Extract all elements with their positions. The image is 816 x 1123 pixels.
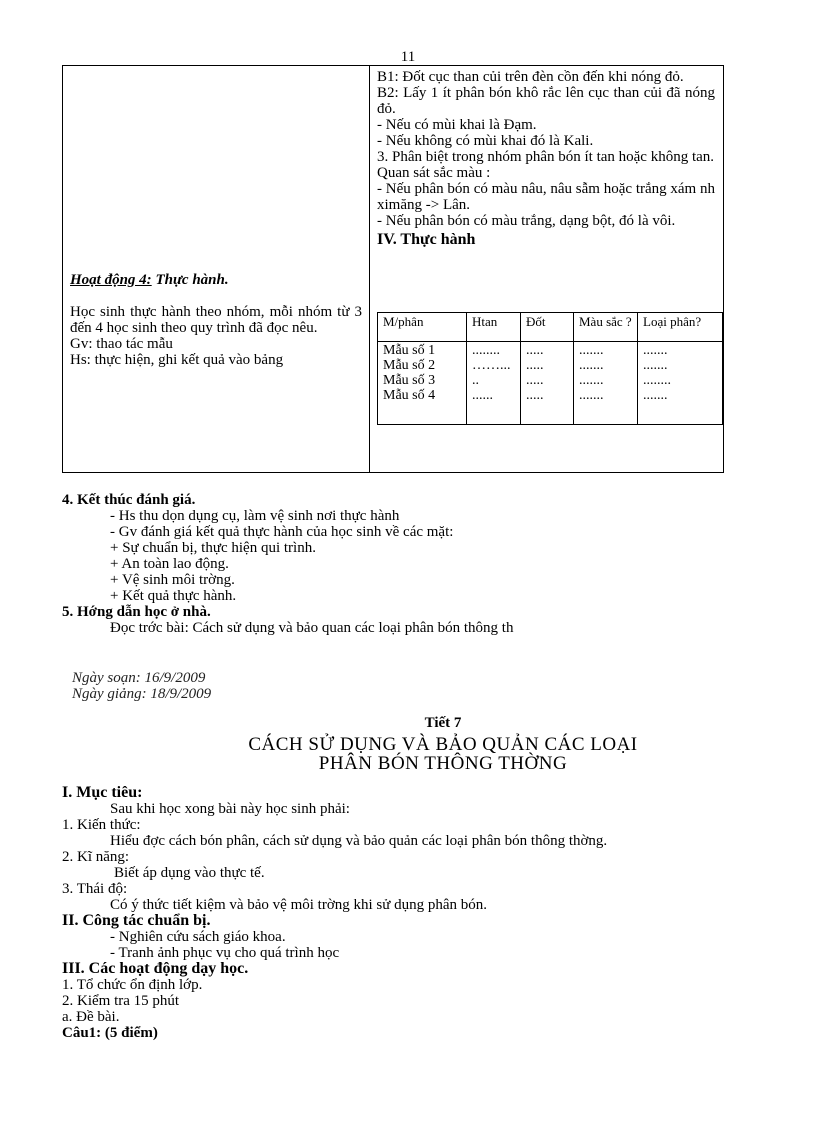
- lesson-title-line: PHÂN BÓN THÔNG THỜNG: [318, 753, 568, 774]
- homework-text: Đọc trớc bài: Cách sử dụng và bảo quan các loại phân bón thông th: [110, 620, 514, 636]
- lesson-plan-body: [62, 785, 792, 1041]
- evaluation-title: 4. Kết thúc đánh giá.: [62, 492, 196, 508]
- homework-title: 5. Hớng dẫn học ở nhà.: [62, 604, 211, 620]
- sample-label: Mẫu số 1: [383, 343, 436, 358]
- taught-date: Ngày giảng: 18/9/2009: [72, 686, 212, 702]
- attitude-text: Có ý thức tiết kiệm và bảo vệ môi trờng khi sử dụng phân bón.: [110, 897, 488, 913]
- table-row: [378, 342, 723, 425]
- blank-value: .....: [526, 358, 544, 373]
- activity-description: Học sinh thực hành theo nhóm, mỗi nhóm từ 3 đến 4 học sinh theo quy trình đã đọc nêu.: [70, 304, 362, 336]
- activity-students: Hs: thực hiện, ghi kết quả vào bảng: [70, 352, 284, 368]
- activity-name: Thực hành.: [155, 272, 229, 288]
- blank-value: .......: [579, 343, 604, 358]
- list-item: 2. Kiểm tra 15 phút: [62, 993, 180, 1009]
- table-cell: [521, 342, 574, 425]
- header-cell: Loại phân?: [638, 313, 723, 342]
- lesson-title: [0, 735, 816, 773]
- activities-title: III. Các hoạt động dạy học.: [62, 960, 249, 977]
- content-line: 3. Phân biệt trong nhóm phân bón ít tan hoặc không tan.: [377, 149, 715, 165]
- sample-label: Mẫu số 2: [383, 358, 436, 373]
- lesson-title-line: CÁCH SỬ DỤNG VÀ BẢO QUẢN CÁC LOẠI: [248, 734, 638, 755]
- preparation-title: II. Công tác chuẩn bị.: [62, 912, 211, 929]
- activity-label: Hoạt động 4:: [70, 272, 152, 288]
- table-cell: [574, 342, 638, 425]
- content-line: - Nếu có mùi khai là Đạm.: [377, 117, 537, 133]
- objectives-intro: Sau khi học xong bài này học sinh phải:: [110, 801, 350, 817]
- activity-column: [70, 272, 362, 368]
- list-item: + Sự chuẩn bị, thực hiện qui trình.: [110, 540, 316, 556]
- activity-table-divider: [369, 65, 370, 473]
- content-line: - Nếu phân bón có màu trắng, dạng bột, đó là vôi.: [377, 213, 676, 229]
- knowledge-label: 1. Kiến thức:: [62, 817, 141, 833]
- content-line: - Nếu phân bón có màu nâu, nâu sẫm hoặc trắng xám nh ximăng -> Lân.: [377, 181, 715, 213]
- list-item: 1. Tổ chức ổn định lớp.: [62, 977, 203, 993]
- blank-value: ……...: [472, 358, 511, 373]
- blank-value: .......: [579, 388, 604, 403]
- blank-value: ......: [472, 388, 493, 403]
- blank-value: .......: [579, 358, 604, 373]
- prepared-date: Ngày soạn: 16/9/2009: [72, 670, 206, 686]
- blank-value: .....: [526, 388, 544, 403]
- content-line: - Nếu không có mùi khai đó là Kali.: [377, 133, 594, 149]
- activity-teacher: Gv: thao tác mẫu: [70, 336, 173, 352]
- skills-text: Biết áp dụng vào thực tế.: [114, 865, 265, 881]
- list-item: + Kết quả thực hành.: [110, 588, 237, 604]
- content-line: Quan sát sắc màu :: [377, 165, 491, 181]
- table-cell: [638, 342, 723, 425]
- content-line: B2: Lấy 1 ít phân bón khô rắc lên cục than củi đã nóng đỏ.: [377, 85, 715, 117]
- blank-value: .....: [526, 373, 544, 388]
- header-cell: Htan: [467, 313, 521, 342]
- content-column: [377, 69, 715, 248]
- blank-value: ........: [472, 343, 500, 358]
- practice-table: [377, 312, 723, 425]
- list-item: - Hs thu dọn dụng cụ, làm vệ sinh nơi thực hành: [110, 508, 400, 524]
- blank-value: ........: [643, 373, 671, 388]
- header-cell: Màu sắc ?: [574, 313, 638, 342]
- attitude-label: 3. Thái độ:: [62, 881, 128, 897]
- list-item: + An toàn lao động.: [110, 556, 229, 572]
- table-cell: [467, 342, 521, 425]
- list-item: - Gv đánh giá kết quả thực hành của học sinh về các mặt:: [110, 524, 454, 540]
- sample-label: Mẫu số 4: [383, 388, 436, 403]
- lesson-dates: [72, 670, 211, 702]
- list-item: + Vệ sinh môi trờng.: [110, 572, 235, 588]
- blank-value: .......: [643, 388, 668, 403]
- header-cell: Đốt: [521, 313, 574, 342]
- table-header-row: [378, 313, 723, 342]
- list-item: - Tranh ảnh phục vụ cho quá trình học: [110, 945, 340, 961]
- content-line: B1: Đốt cục than củi trên đèn cồn đến khi nóng đỏ.: [377, 69, 684, 85]
- section-title: IV. Thực hành: [377, 231, 476, 248]
- lesson-number: Tiết 7: [424, 715, 462, 731]
- list-item: - Nghiên cứu sách giáo khoa.: [110, 929, 286, 945]
- objectives-title: I. Mục tiêu:: [62, 784, 143, 801]
- list-item: a. Đề bài.: [62, 1009, 120, 1025]
- header-cell: M/phân: [378, 313, 467, 342]
- table-cell: [378, 342, 467, 425]
- page-number: 11: [400, 49, 416, 65]
- skills-label: 2. Kĩ năng:: [62, 849, 130, 865]
- blank-value: .......: [643, 343, 668, 358]
- activity-title: [70, 272, 362, 288]
- knowledge-text: Hiểu đợc cách bón phân, cách sử dụng và bảo quản các loại phân bón thông thờng.: [110, 833, 608, 849]
- blank-value: .....: [526, 343, 544, 358]
- blank-value: .......: [579, 373, 604, 388]
- question-title: Câu1: (5 điểm): [62, 1025, 158, 1041]
- blank-value: .......: [643, 358, 668, 373]
- sample-label: Mẫu số 3: [383, 373, 436, 388]
- blank-value: ..: [472, 373, 479, 388]
- evaluation-section: [62, 492, 792, 636]
